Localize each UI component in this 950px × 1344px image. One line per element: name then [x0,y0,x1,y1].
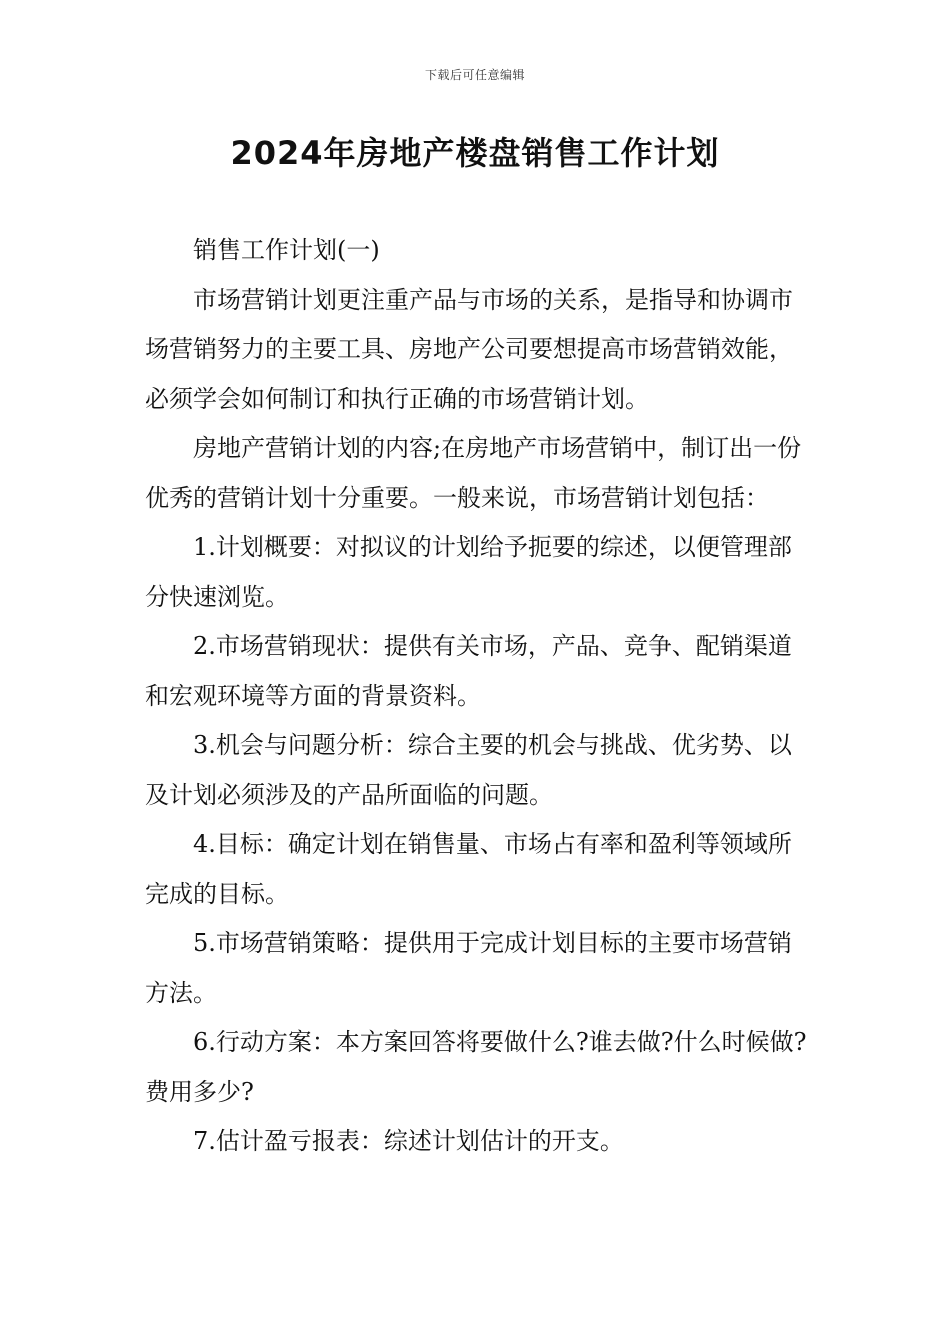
section-heading: 销售工作计划(一) [193,236,380,264]
paragraph: 房地产营销计划的内容;在房地产市场营销中，制订出一份优秀的营销计划十分重要。一般来说，市场营销计划包括： [145,434,802,512]
list-item-opportunity-analysis: 3.机会与问题分析：综合主要的机会与挑战、优劣势、以及计划必须涉及的产品所面临的问题。 [145,731,792,809]
list-item-action-plan: 6.行动方案：本方案回答将要做什么?谁去做?什么时候做?费用多少? [145,1028,807,1106]
list-item-profit-loss-report: 7.估计盈亏报表：综述计划估计的开支。 [193,1127,624,1155]
list-item-market-status: 2.市场营销现状：提供有关市场，产品、竞争、配销渠道和宏观环境等方面的背景资料。 [145,632,792,710]
list-item-marketing-strategy: 5.市场营销策略：提供用于完成计划目标的主要市场营销方法。 [145,929,792,1007]
list-item-goals: 4.目标：确定计划在销售量、市场占有率和盈利等领域所完成的目标。 [145,830,792,908]
list-item-plan-summary: 1.计划概要：对拟议的计划给予扼要的综述，以便管理部分快速浏览。 [145,533,792,611]
paragraph: 市场营销计划更注重产品与市场的关系，是指导和协调市场营销努力的主要工具、房地产公司要想提高市场营销效能，必须学会如何制订和执行正确的市场营销计划。 [145,285,793,413]
header-note: 下载后可任意编辑 [424,68,525,82]
document-body [145,226,810,1167]
document-title: 2024年房地产楼盘销售工作计划 [230,134,720,172]
